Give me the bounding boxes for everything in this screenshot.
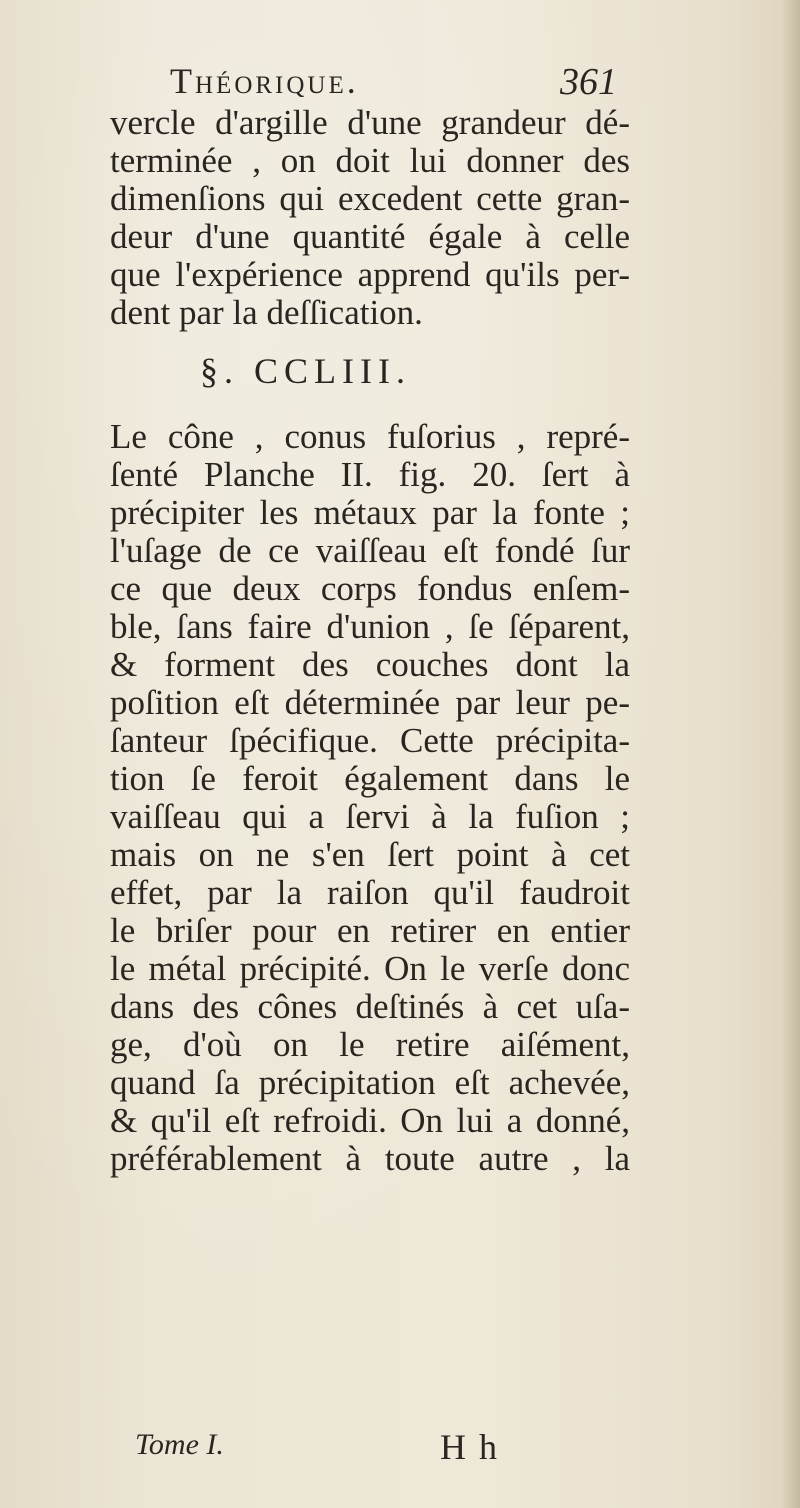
text-line: le briſer pour en retirer en entier bbox=[110, 911, 630, 950]
text-line: dimenſions qui excedent cette gran- bbox=[110, 179, 630, 218]
text-line: & forment des couches dont la bbox=[110, 645, 630, 684]
text-line: le métal précipité. On le verſe donc bbox=[110, 949, 630, 988]
text-line: précipiter les métaux par la fonte ; bbox=[110, 493, 630, 532]
text-line: vercle d'argille d'une grandeur dé- bbox=[110, 103, 630, 142]
text-line: ce que deux corps fondus enſem- bbox=[110, 569, 630, 608]
text-line: effet, par la raiſon qu'il faudroit bbox=[110, 873, 630, 912]
text-line: ge, d'où on le retire aiſément, bbox=[110, 1025, 630, 1064]
paragraph-continued bbox=[110, 104, 630, 332]
text-line: tion ſe feroit également dans le bbox=[110, 759, 630, 798]
text-line: & qu'il eſt refroidi. On lui a donné, bbox=[110, 1101, 630, 1140]
text-line: préférablement à toute autre , la bbox=[110, 1139, 630, 1178]
page-number: 361 bbox=[560, 61, 617, 103]
text-line: deur d'une quantité égale à celle bbox=[110, 217, 630, 256]
text-line: dent par la deſſication. bbox=[110, 293, 423, 332]
page-header bbox=[0, 60, 800, 106]
text-line: que l'expérience apprend qu'ils per- bbox=[110, 255, 630, 294]
text-line: ſenté Planche II. fig. 20. ſert à bbox=[110, 455, 630, 494]
text-line: l'uſage de ce vaiſſeau eſt fondé ſur bbox=[110, 531, 630, 570]
text-line: vaiſſeau qui a ſervi à la fuſion ; bbox=[110, 797, 630, 836]
text-line: dans des cônes deſtinés à cet uſa- bbox=[110, 987, 630, 1026]
paragraph-section bbox=[110, 418, 630, 1178]
binding-shadow bbox=[782, 0, 800, 1508]
page-footer bbox=[0, 1428, 800, 1472]
text-line: poſition eſt déterminée par leur pe- bbox=[110, 683, 630, 722]
text-line: terminée , on doit lui donner des bbox=[110, 141, 630, 180]
text-line: mais on ne s'en ſert point à cet bbox=[110, 835, 630, 874]
text-line: Le cône , conus fuſorius , repré- bbox=[110, 417, 630, 456]
section-heading: §. CCLIII. bbox=[200, 351, 411, 391]
text-line: ſanteur ſpécifique. Cette précipita- bbox=[110, 721, 630, 760]
text-line: ble, ſans faire d'union , ſe ſéparent, bbox=[110, 607, 630, 646]
signature-mark: H h bbox=[440, 1427, 499, 1467]
running-head: Théorique. bbox=[170, 61, 359, 101]
volume-label: Tome I. bbox=[135, 1428, 224, 1461]
text-line: quand ſa précipitation eſt achevée, bbox=[110, 1063, 630, 1102]
